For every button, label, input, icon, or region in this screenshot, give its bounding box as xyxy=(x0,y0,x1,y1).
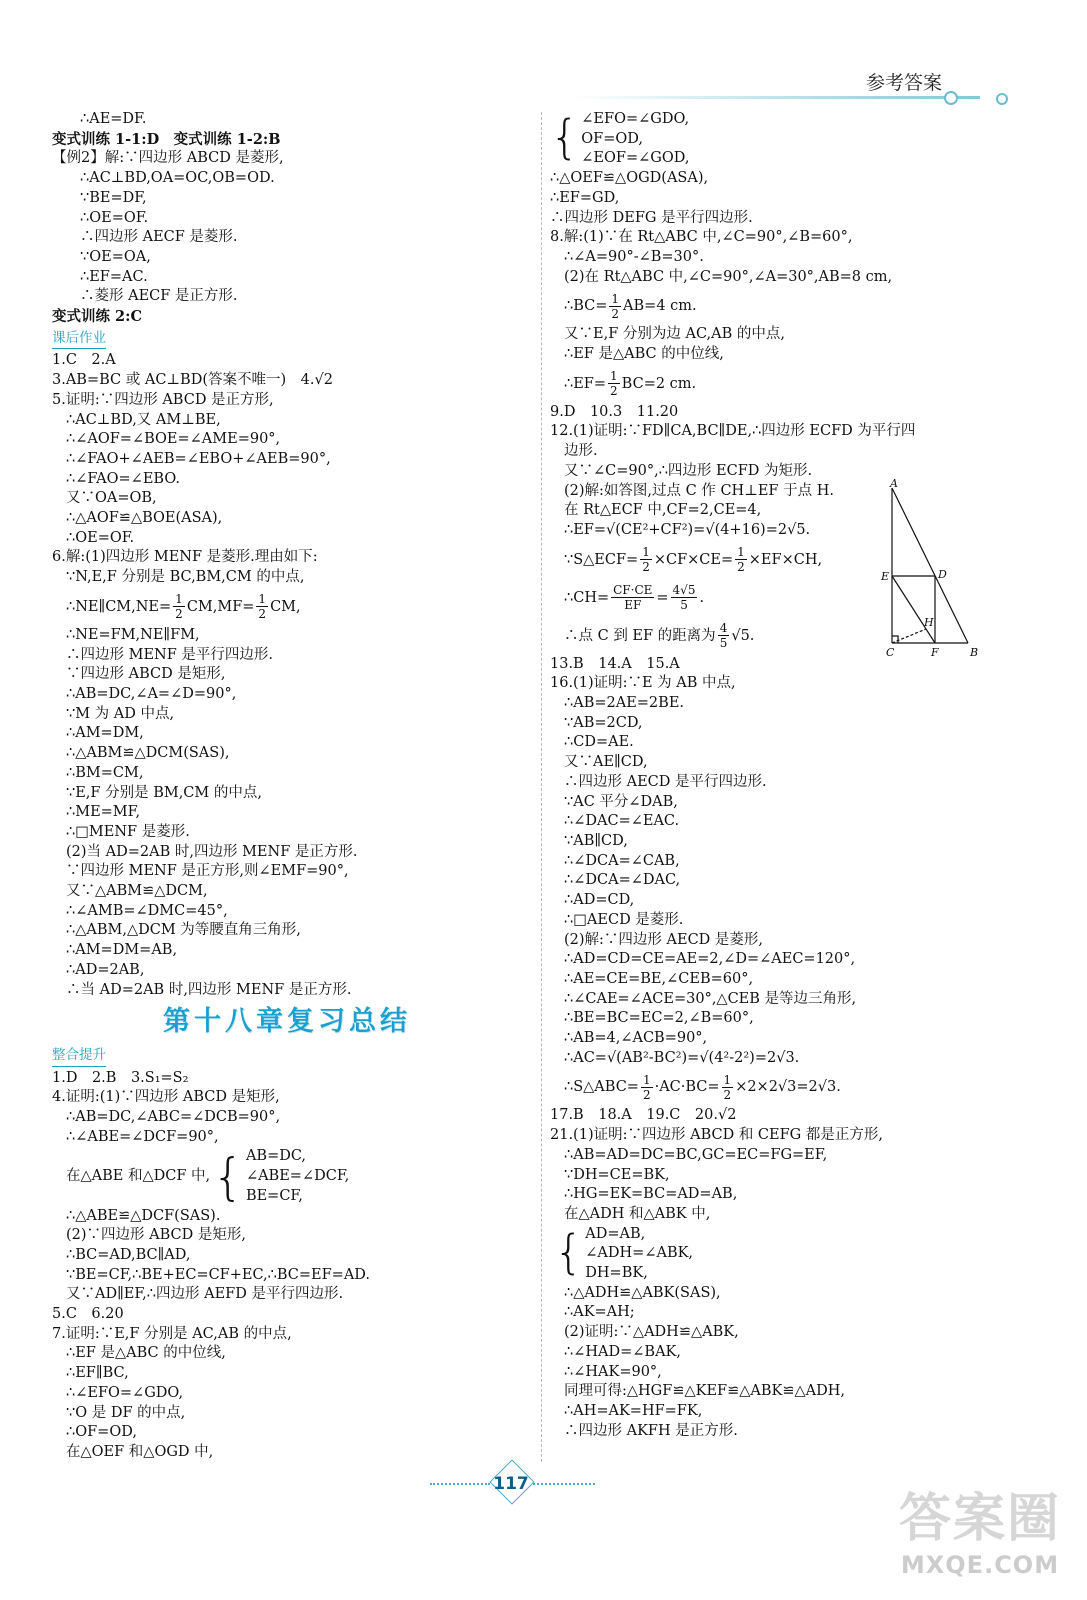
text-line: ∴HG=EK=BC=AD=AB, xyxy=(564,1186,738,1203)
text-line: ∴CD=AE. xyxy=(564,734,634,751)
section-heading: 整合提升 xyxy=(52,1046,106,1067)
right-column xyxy=(550,110,1035,1441)
text-line: 变式训练 1-1:D 变式训练 1-2:B xyxy=(52,130,281,148)
text-line: ∴∠FAO+∠AEB=∠EBO+∠AEB=90°, xyxy=(66,450,331,467)
text-line: ∴∠FAO=∠EBO. xyxy=(66,470,180,487)
text-line: 又∵AD∥EF,∴四边形 AEFD 是平行四边形. xyxy=(66,1286,344,1303)
text-line: ∴∠AOF=∠BOE=∠AME=90°, xyxy=(66,431,281,448)
text-line: 16.(1)证明:∵E 为 AB 中点, xyxy=(550,675,736,692)
text-line: 又∵OA=OB, xyxy=(66,490,157,507)
text-line: 又∵△ABM≌△DCM, xyxy=(66,883,208,900)
text-line: ∵AB=2CD, xyxy=(564,714,643,731)
brace-system: { AD=AB, ∠ADH=∠ABK, DH=BK, xyxy=(554,1224,694,1282)
fraction-line: ∴BC= $\frac{1}{2}$ AB=4 cm. xyxy=(564,291,697,321)
text-line: ∴∠HAD=∠BAK, xyxy=(564,1343,681,1360)
text-line: ∴BE=BC=EC=2,∠B=60°, xyxy=(564,1010,754,1027)
text-line: 在△ADH 和△ABK 中, xyxy=(564,1205,711,1222)
text-line: (2)证明:∵△ADH≌△ABK, xyxy=(564,1324,739,1341)
text-line: ∴∠ABE=∠DCF=90°, xyxy=(66,1128,219,1145)
text-line: ∴OF=OD, xyxy=(66,1424,137,1441)
text-line: ∴四边形 MENF 是平行四边形. xyxy=(66,646,274,663)
text-line: ∴EF=AC. xyxy=(80,268,148,285)
text-line: ∵N,E,F 分别是 BC,BM,CM 的中点, xyxy=(66,569,305,586)
text-line: ∴∠DCA=∠CAB, xyxy=(564,852,680,869)
page-number: 117 xyxy=(493,1474,529,1494)
triangle-figure xyxy=(880,478,980,663)
text-line: ∴AE=CE=BE,∠CEB=60°, xyxy=(564,970,754,987)
text-line: 又∵E,F 分别为边 AC,AB 的中点, xyxy=(564,326,785,343)
text-line: 17.B 18.A 19.C 20.√2 xyxy=(550,1107,737,1124)
text-line: 边形. xyxy=(564,443,598,460)
page-number-decor-left xyxy=(430,1483,490,1485)
text-line: ∴∠A=90°-∠B=30°. xyxy=(564,248,704,265)
text-line: ∴□MENF 是菱形. xyxy=(66,823,190,840)
text-line: 在△OEF 和△OGD 中, xyxy=(66,1444,214,1460)
text-line: 9.D 10.3 11.20 xyxy=(550,403,679,420)
label-a: A xyxy=(890,478,898,490)
fraction-line: ∴点 C 到 EF 的距离为 $\frac{4}{5}$ √5. xyxy=(564,621,755,651)
brace-system: { ∠EFO=∠GDO, OF=OD, ∠EOF=∠GOD, xyxy=(550,110,690,167)
text-line: ∴BC=AD,BC∥AD, xyxy=(66,1246,191,1263)
text-line: ∴OE=OF. xyxy=(80,209,149,226)
text-line: ∴EF 是△ABC 的中位线, xyxy=(564,346,724,363)
text-line: 又∵∠C=90°,∴四边形 ECFD 为矩形. xyxy=(564,462,813,479)
text-line: 3.AB=BC 或 AC⊥BD(答案不唯一) 4.√2 xyxy=(52,372,333,389)
text-line: ∴□AECD 是菱形. xyxy=(564,911,684,928)
text-line: 变式训练 2:C xyxy=(52,308,143,326)
text-line: ∵M 为 AD 中点, xyxy=(66,705,175,722)
text-line: ∴AD=2AB, xyxy=(66,961,145,978)
text-line: 6.解:(1)四边形 MENF 是菱形.理由如下: xyxy=(52,549,318,566)
text-line: 4.证明:(1)∵四边形 ABCD 是矩形, xyxy=(52,1089,280,1106)
text-line: 8.解:(1)∵在 Rt△ABC 中,∠C=90°,∠B=60°, xyxy=(550,229,853,246)
brace-system: 在△ABE 和△DCF 中, { AB=DC, ∠ABE=∠DCF, BE=CF, xyxy=(66,1148,350,1206)
text-line: 5.证明:∵四边形 ABCD 是正方形, xyxy=(52,391,274,408)
right-angle-mark xyxy=(892,636,898,643)
text-line: ∵AC 平分∠DAB, xyxy=(564,793,678,810)
label-d: D xyxy=(938,568,947,581)
label-f: F xyxy=(931,646,939,659)
fraction-line: ∵S△ECF= $\frac{1}{2}$ ×CF×CE= $\frac{1}{2}$ ×EF×CH, xyxy=(564,545,823,575)
text-line: ∴四边形 DEFG 是平行四边形. xyxy=(550,209,753,226)
text-line: ∴△ABE≌△DCF(SAS). xyxy=(66,1207,221,1224)
text-line: ∴△ADH≌△ABK(SAS), xyxy=(564,1284,721,1301)
text-line: ∴AD=CD=CE=AE=2,∠D=∠AEC=120°, xyxy=(564,951,856,968)
text-line: ∴∠CAE=∠ACE=30°,△CEB 是等边三角形, xyxy=(564,990,857,1007)
text-line: ∴NE=FM,NE∥FM, xyxy=(66,626,200,643)
text-line: ∴△OEF≌△OGD(ASA), xyxy=(550,170,709,187)
text-line: ∴AM=DM, xyxy=(66,725,144,742)
header-decor-line xyxy=(570,96,980,99)
label-b: B xyxy=(970,646,979,659)
text-line: 【例2】解:∵四边形 ABCD 是菱形, xyxy=(52,150,284,167)
watermark-url: MXQE.COM xyxy=(900,1551,1060,1579)
text-line: ∴AB=AD=DC=BC,GC=EC=FG=EF, xyxy=(564,1146,828,1163)
fraction-line: ∴S△ABC= $\frac{1}{2}$ ·AC·BC= $\frac{1}{2}$ ×2×2√3=2√3. xyxy=(564,1072,841,1102)
text-line: ∴∠HAK=90°, xyxy=(564,1363,662,1380)
text-line: (2)当 AD=2AB 时,四边形 MENF 是正方形. xyxy=(66,843,358,860)
left-column xyxy=(52,110,522,1463)
text-line: ∵四边形 ABCD 是矩形, xyxy=(66,666,226,683)
text-line: ∴菱形 AECF 是正方形. xyxy=(80,288,238,305)
text-line: 21.(1)证明:∵四边形 ABCD 和 CEFG 都是正方形, xyxy=(550,1127,883,1144)
text-line: ∴EF=√(CE²+CF²)=√(4+16)=2√5. xyxy=(564,521,811,538)
fraction-line: ∴NE∥CM,NE= $\frac{1}{2}$ CM,MF= $\frac{1}{2}$ CM, xyxy=(66,592,301,622)
header-title: 参考答案 xyxy=(865,72,942,94)
text-line: ∴AB=DC,∠ABC=∠DCB=90°, xyxy=(66,1109,281,1126)
text-line: 5.C 6.20 xyxy=(52,1306,124,1323)
fraction-line: ∴CH= $\frac{CF\cdot CE}{EF}$ = $\frac{4√5}{5}$ . xyxy=(564,583,705,613)
text-line: ∴EF∥BC, xyxy=(66,1365,129,1382)
text-line: (2)在 Rt△ABC 中,∠C=90°,∠A=30°,AB=8 cm, xyxy=(564,268,893,285)
text-line: ∴AM=DM=AB, xyxy=(66,942,178,959)
text-line: 13.B 14.A 15.A xyxy=(550,655,680,672)
text-line: ∵BE=CF,∴BE+EC=CF+EC,∴BC=EF=AD. xyxy=(66,1266,371,1283)
text-line: ∴AB=2AE=2BE. xyxy=(564,695,685,712)
text-line: ∴∠EFO=∠GDO, xyxy=(66,1384,184,1401)
text-line: ∴∠DAC=∠EAC. xyxy=(564,813,680,830)
segment-ef xyxy=(892,576,935,643)
text-line: ∴AH=AK=HF=FK, xyxy=(564,1402,703,1419)
text-line: 同理可得:△HGF≌△KEF≌△ABK≌△ADH, xyxy=(564,1383,846,1400)
text-line: ∴AK=AH; xyxy=(564,1304,635,1321)
chapter-title: 第十八章复习总结 xyxy=(163,1006,411,1038)
text-line: 1.C 2.A xyxy=(52,352,116,369)
text-line: 1.D 2.B 3.S₁=S₂ xyxy=(52,1069,189,1086)
text-line: ∵O 是 DF 的中点, xyxy=(66,1404,186,1421)
text-line: ∴△ABM≌△DCM(SAS), xyxy=(66,745,230,762)
text-line: (2)解:如答图,过点 C 作 CH⊥EF 于点 H. xyxy=(564,482,834,499)
text-line: ∴AC⊥BD,OA=OC,OB=OD. xyxy=(80,170,275,187)
header-decor-circle-small xyxy=(996,93,1008,105)
fraction-line: ∴EF= $\frac{1}{2}$ BC=2 cm. xyxy=(564,369,697,399)
text-line: 在 Rt△ECF 中,CF=2,CE=4, xyxy=(564,502,762,519)
text-line: ∴ME=MF, xyxy=(66,804,141,821)
section-heading: 课后作业 xyxy=(52,329,106,350)
text-line: ∵AB∥CD, xyxy=(564,832,628,849)
text-line: ∴AE=DF. xyxy=(80,111,147,127)
text-line: (2)∵四边形 ABCD 是矩形, xyxy=(66,1227,246,1244)
label-e: E xyxy=(881,570,890,583)
text-line: ∴∠AMB=∠DMC=45°, xyxy=(66,902,228,919)
label-h: H xyxy=(924,616,934,629)
watermark xyxy=(880,1488,1080,1598)
text-line: ∵OE=OA, xyxy=(80,248,151,265)
text-line: ∵BE=DF, xyxy=(80,189,147,206)
text-line: ∴BM=CM, xyxy=(66,764,144,781)
text-line: ∴四边形 AKFH 是正方形. xyxy=(564,1422,738,1439)
text-line: ∴EF=GD, xyxy=(550,189,620,206)
text-line: ∴AC=√(AB²-BC²)=√(4²-2²)=2√3. xyxy=(564,1049,800,1066)
text-line: ∴四边形 AECF 是菱形. xyxy=(80,229,238,246)
text-line: 7.证明:∵E,F 分别是 AC,AB 的中点, xyxy=(52,1325,292,1342)
text-line: ∴四边形 AECD 是平行四边形. xyxy=(564,773,767,790)
column-divider xyxy=(541,112,542,1462)
text-line: ∴当 AD=2AB 时,四边形 MENF 是正方形. xyxy=(66,981,352,998)
text-line: 12.(1)证明:∵FD∥CA,BC∥DE,∴四边形 ECFD 为平行四 xyxy=(550,423,916,440)
page-number-decor-right xyxy=(533,1483,595,1485)
text-line: ∵四边形 MENF 是正方形,则∠EMF=90°, xyxy=(66,863,349,880)
text-line: ∴∠DCA=∠DAC, xyxy=(564,872,681,889)
text-line: ∴EF 是△ABC 的中位线, xyxy=(66,1345,226,1362)
text-line: ∵E,F 分别是 BM,CM 的中点, xyxy=(66,784,262,801)
header-decor-circle xyxy=(944,91,958,105)
text-line: 又∵AE∥CD, xyxy=(564,754,648,771)
text-line: ∴△ABM,△DCM 为等腰直角三角形, xyxy=(66,922,301,939)
text-line: ∵DH=CE=BK, xyxy=(564,1166,670,1183)
text-line: ∴AD=CD, xyxy=(564,892,635,909)
text-line: ∴AB=4,∠ACB=90°, xyxy=(564,1030,708,1047)
text-line: ∴AC⊥BD,又 AM⊥BE, xyxy=(66,411,221,428)
text-line: (2)解:∵四边形 AECD 是菱形, xyxy=(564,931,764,948)
label-c: C xyxy=(886,646,895,659)
text-line: ∴△AOF≌△BOE(ASA), xyxy=(66,510,223,527)
watermark-logo-text: 答案圈 xyxy=(898,1489,1061,1549)
text-line: ∴OE=OF. xyxy=(66,529,135,546)
text-line: ∴AB=DC,∠A=∠D=90°, xyxy=(66,685,237,702)
